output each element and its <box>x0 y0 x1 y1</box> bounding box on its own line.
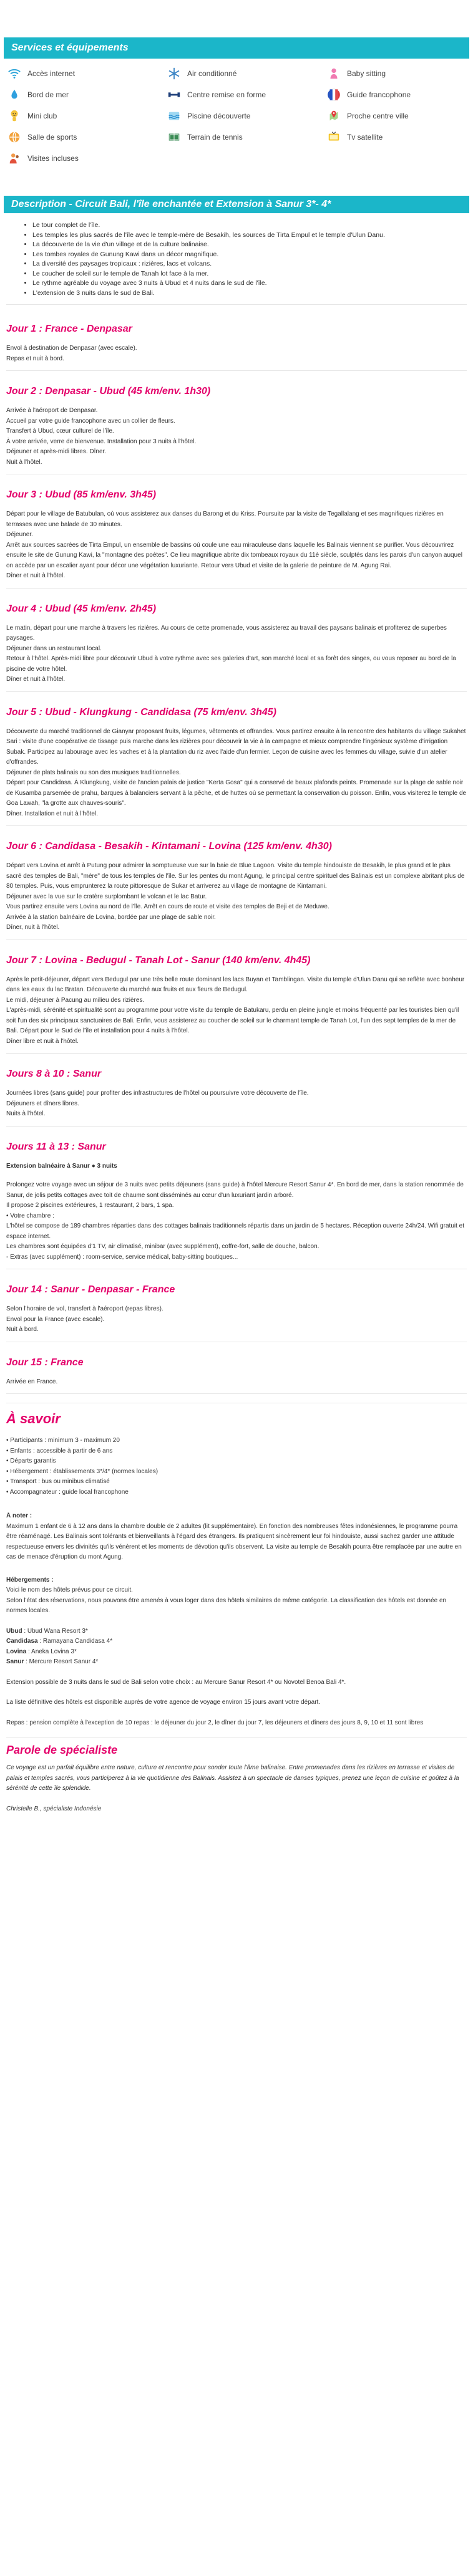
service-label: Terrain de tennis <box>187 133 243 142</box>
service-item <box>6 65 166 82</box>
service-item <box>6 128 166 146</box>
list-item: • Le rythme agréable du voyage avec 3 nuits à Ubud et 4 nuits dans le sud de l'île. <box>32 279 473 289</box>
description-header <box>4 196 469 213</box>
day-title: Jour 4 : Ubud (45 km/env. 2h45) <box>6 603 157 614</box>
child-icon <box>6 109 22 123</box>
visit-icon <box>6 151 22 165</box>
day-line: Prolongez votre voyage avec un séjour de 3 nuits avec petits déjeuners (sans guide) à l'hôtel Mercure Resort Sanur 4*. En bord de mer, dans la station renommée de Sanur, de jolis petits cottages avec toit de chaume sont disséminés au cœur d'un luxuriant jardin arboré. <box>6 1181 464 1199</box>
divider <box>6 1393 467 1394</box>
service-item <box>166 107 326 125</box>
day-line: Dîner et nuit à l'hôtel. <box>6 572 66 579</box>
day-line: Selon l'horaire de vol, transfert à l'aéroport (repas libres). <box>6 1305 163 1312</box>
day-line: Déjeuner avec la vue sur le cratère surplombant le volcan et le lac Batur. <box>6 893 207 900</box>
day-line: Arrivée à l'aéroport de Denpasar. <box>6 407 98 414</box>
day-line: Repas et nuit à bord. <box>6 355 64 362</box>
service-label: Mini club <box>27 112 57 120</box>
day-line: Déjeuners et dîners libres. <box>6 1100 79 1107</box>
day-body <box>0 1161 473 1263</box>
service-item <box>166 86 326 103</box>
gym-icon <box>6 130 22 144</box>
day-line: Il propose 2 piscines extérieures, 1 restaurant, 2 bars, 1 spa. <box>6 1202 174 1209</box>
day-line: Accueil par votre guide francophone avec un collier de fleurs. <box>6 417 175 425</box>
service-item <box>326 86 473 103</box>
service-item <box>6 107 166 125</box>
day-line: Le midi, déjeuner à Pacung au milieu des rizières. <box>6 996 145 1004</box>
day-line: Nuits à l'hôtel. <box>6 1110 46 1117</box>
flag-fr-icon <box>326 88 342 102</box>
pool-icon <box>166 109 182 123</box>
list-item: • Départs garantis <box>6 1458 56 1464</box>
hebergements-intro: Voici le nom des hôtels prévus pour ce circuit. Selon l'état des réservations, nous pouvons être amenés à vous loger dans des hôtels similaires de même catégorie. La classification des hôtels est donnée en normes locales. <box>6 1587 447 1614</box>
list-item: • La diversité des paysages tropicaux : rizières, lacs et volcans. <box>32 259 473 269</box>
snowflake-icon <box>166 67 182 80</box>
service-label: Air conditionné <box>187 69 237 78</box>
hotel-row: Lovina : Aneka Lovina 3* <box>6 1648 77 1655</box>
pin-icon <box>326 109 342 123</box>
service-label: Centre remise en forme <box>187 90 266 99</box>
day-line: L'hôtel se compose de 189 chambres réparties dans des cottages balinais traditionnels répartis dans un jardin de 5 hectares. Réception ouverte 24h/24. Wifi gratuit et espace internet. <box>6 1223 465 1240</box>
service-item <box>6 150 166 167</box>
day-line: Départ pour Candidasa. À Klungkung, visite de l'ancien palais de justice "Kerta Gosa" qui a conservé de beaux plafonds peints. Promenade sur la plage de sable noir de Kusamba parsemée de prahu, barques à balanciers servant à la pêche, et de huttes où se permettant la conservation du poisson. Enfin, vous visiterez le temple de Goa Lawah, "la grotte aux chauves-souris". <box>6 779 467 807</box>
a-noter-title: À noter : <box>6 1512 32 1519</box>
day-line: - Extras (avec supplément) : room-service, service médical, baby-sitting boutiques... <box>6 1253 238 1261</box>
day-title: Jours 11 à 13 : Sanur <box>6 1141 106 1152</box>
day-body <box>0 406 473 468</box>
day-line: Vous partirez ensuite vers Lovina au nord de l'île. Arrêt en cours de route et visite des temples de Beji et de Meduwe. <box>6 903 329 910</box>
services-header <box>4 37 469 59</box>
day-title: Jour 2 : Denpasar - Ubud (45 km/env. 1h30) <box>6 386 211 396</box>
day-line: Journées libres (sans guide) pour profiter des infrastructures de l'hôtel ou poursuivre votre découverte de l'île. <box>6 1090 309 1097</box>
day-line: Déjeuner. <box>6 531 33 538</box>
day-line: Départ vers Lovina et arrêt à Putung pour admirer la somptueuse vue sur la baie de Blue Lagoon. Visite du temple hindouiste de Besakih, le plus grand et le plus sacré des temples de Bali, "mère" de tous les temples de l'île. Sur les pentes du mont Agung, le principal centre spirituel des Balinais est un complexe abritant plus de 80 temples. Puis, vous emprunterez la route pittoresque de Sukar et arriverez au village de montagne de Kintamani. <box>6 862 465 890</box>
parole-text: Ce voyage est un parfait équilibre entre nature, culture et rencontre pour sonder toute l'âme balinaise. Entre promenades dans les rizières en terrasse et visites de palais et temples sacrés, vous participerez à la vie quotidienne des Balinais. Assistez à un spectacle de danses typiques, prenez une leçon de cuisine et goûtez à la sérénité de cette île splendide. <box>6 1764 459 1792</box>
day-line: Extension balnéaire à Sanur ● 3 nuits <box>6 1162 117 1170</box>
day-line: Dîner. Installation et nuit à l'hôtel. <box>6 810 98 817</box>
list-item: • Hébergement : établissements 3*/4* (normes locales) <box>6 1468 158 1475</box>
day-title: Jour 6 : Candidasa - Besakih - Kintamani - Lovina (125 km/env. 4h30) <box>6 841 332 852</box>
day-body <box>0 975 473 1047</box>
day-line: Dîner libre et nuit à l'hôtel. <box>6 1037 79 1045</box>
list-item: • Les temples les plus sacrés de l'île avec le temple-mère de Besakih, les sources de Tirta Empul et le temple d'Ulun Danu. <box>32 231 473 241</box>
day-body <box>0 509 473 582</box>
list-item: • L'extension de 3 nuits dans le sud de Bali. <box>32 289 473 299</box>
service-item <box>326 107 473 125</box>
day-line: Arrêt aux sources sacrées de Tirta Empul, un ensemble de bassins où coule une eau miraculeuse dans laquelle les Balinais viennent se purifier. Vous découvrirez ensuite le site de Gunung Kawi, la "montagne des poètes". Ce lieu magnifique abrite dix tombeaux royaux du 11è siècle, sculptés dans les parois d'un canyon auquel on accède par un escalier ayant pour décor une végétation luxuriante. Retour vers Ubud et visite de la galerie de peinture de M. Agung Rai. <box>6 541 462 569</box>
day-line: Découverte du marché traditionnel de Gianyar proposant fruits, légumes, vêtements et offrandes. Vous partirez ensuite à la rencontre des habitants du village Sukahet Sari : visite d'une coopérative de tissage puis marche dans les rizières pour découvrir la vie à la campagne et mieux comprendre l'ingénieux système d'irrigation Subak. Participez au labourage avec les vaches et à la plantation du riz avec l'aide d'un fermier. Leçon de cuisine avec les femmes du village, suivie d'un atelier d'offrandes. <box>6 728 466 766</box>
list-item: • Le tour complet de l'île. <box>32 221 473 231</box>
day-title: Jour 5 : Ubud - Klungkung - Candidasa (75 km/env. 3h45) <box>6 706 276 718</box>
day-body <box>0 623 473 685</box>
extension-text: Extension possible de 3 nuits dans le sud de Bali selon votre choix : au Mercure Sanur Resort 4* ou Novotel Benoa Bali 4*. <box>6 1678 346 1686</box>
service-label: Proche centre ville <box>347 112 409 120</box>
services-title: Services et équipements <box>11 42 129 53</box>
sea-icon <box>6 88 22 102</box>
list-item: • Les tombes royales de Gunung Kawi dans un décor magnifique. <box>32 250 473 260</box>
day-title: Jour 7 : Lovina - Bedugul - Tanah Lot - Sanur (140 km/env. 4h45) <box>6 954 311 966</box>
a-noter <box>0 1511 473 1563</box>
day-title: Jour 1 : France - Denpasar <box>6 324 132 334</box>
service-item <box>166 65 326 82</box>
day-line: Après le petit-déjeuner, départ vers Bedugul par une très belle route dominant les lacs Buyan et Tamblingan. Visite du temple d'Ulun Danu qui se reflète avec bonheur dans les eaux du lac Bratan. Découverte du marché aux fruits et aux fleurs de Bedugul. <box>6 976 465 993</box>
list-item: • Accompagnateur : guide local francophone <box>6 1488 129 1496</box>
a-savoir-bullets <box>0 1436 473 1497</box>
days-section <box>0 305 473 1394</box>
day-line: Nuit à l'hôtel. <box>6 458 42 466</box>
description-list <box>0 221 473 298</box>
day-line: Dîner, nuit à l'hôtel. <box>6 924 60 931</box>
day-title: Jour 14 : Sanur - Denpasar - France <box>6 1284 175 1295</box>
day-body <box>0 727 473 820</box>
day-line: Dîner et nuit à l'hôtel. <box>6 676 66 683</box>
day-line <box>6 1171 467 1180</box>
day-line: Déjeuner dans un restaurant local. <box>6 645 102 652</box>
a-savoir-title: À savoir <box>6 1411 61 1426</box>
day-title: Jour 15 : France <box>6 1357 84 1368</box>
day-line: Arrivée à la station balnéaire de Lovina, bordée par une plage de sable noir. <box>6 913 216 921</box>
tv-icon <box>326 130 342 144</box>
day-body <box>0 1377 473 1388</box>
list-item: • La découverte de la vie d'un village et de la culture balinaise. <box>32 240 473 250</box>
service-label: Tv satellite <box>347 133 383 142</box>
day-line: Nuit à bord. <box>6 1326 39 1333</box>
day-body <box>0 1089 473 1120</box>
day-line: Le matin, départ pour une marche à travers les rizières. Au cours de cette promenade, vous assisterez au travail des paysans balinais et profiterez de superbes paysages. <box>6 624 447 642</box>
hotel-row: Candidasa : Ramayana Candidasa 4* <box>6 1638 113 1645</box>
day-line: Transfert à Ubud, cœur culturel de l'île. <box>6 428 114 435</box>
service-item <box>326 65 473 82</box>
service-label: Piscine découverte <box>187 112 251 120</box>
service-item <box>326 128 473 146</box>
day-title: Jours 8 à 10 : Sanur <box>6 1069 102 1079</box>
day-body <box>0 861 473 933</box>
day-line: Déjeuner de plats balinais ou son des musiques traditionnelles. <box>6 769 181 776</box>
wifi-icon <box>6 67 22 80</box>
day-line: À votre arrivée, verre de bienvenue. Installation pour 3 nuits à l'hôtel. <box>6 438 197 445</box>
description-title: Description - Circuit Bali, l'île enchantée et Extension à Sanur 3*- 4* <box>11 199 331 209</box>
baby-icon <box>326 67 342 80</box>
list-item: • Le coucher de soleil sur le temple de Tanah lot face à la mer. <box>32 269 473 279</box>
parole-author: Christelle B., spécialiste Indonésie <box>6 1805 102 1812</box>
day-line: Arrivée en France. <box>6 1378 58 1385</box>
parole-block <box>0 1763 473 1814</box>
day-title: Jour 3 : Ubud (85 km/env. 3h45) <box>6 489 157 500</box>
hebergements <box>0 1575 473 1729</box>
hotel-row: Ubud : Ubud Wana Resort 3* <box>6 1627 88 1635</box>
service-label: Salle de sports <box>27 133 77 142</box>
day-line: • Votre chambre : <box>6 1212 54 1219</box>
service-label: Baby sitting <box>347 69 386 78</box>
day-line: Retour à l'hôtel. Après-midi libre pour découvrir Ubud à votre rythme avec ses galeries d'art, son marché local et sa forêt des singes, ou vous reposer au bord de la piscine de votre hôtel. <box>6 655 456 673</box>
day-body <box>0 1304 473 1335</box>
list-item: • Transport : bus ou minibus climatisé <box>6 1478 110 1485</box>
list-item: • Enfants : accessible à partir de 6 ans <box>6 1447 113 1454</box>
a-noter-text: Maximum 1 enfant de 6 à 12 ans dans la chambre double de 2 adultes (lit supplémentaire). En fonction des nombreuses fêtes indonésiennes, le programme pourra être réaménagé. Les Balinais sont tolérants et bienveillants à l'égard des étrangers. Ils pratiquent sincèrement leur foi hindouiste, aussi sachez garder une attitude respectueuse envers les divinités qu'ils vénèrent et les moments de dévotion qu'ils observent. La visite au temple de Besakih pourra être remplacée par une autre en cas de menace d'éruption du mont Agung. <box>6 1522 462 1560</box>
day-line: Déjeuner et après-midi libres. Dîner. <box>6 448 107 455</box>
day-line: L'après-midi, sérénité et spiritualité sont au programme pour votre visite du temple de Batukaru, perdu en pleine jungle et moins fréquenté par les touristes bien qu'il soit l'un des six principaux sanctuaires de Bali. Enfin, vous assisterez au coucher de soleil sur le charmant temple de Tanah Lot, l'un des sept temples de la mer de Bali. Départ pour le Sud de l'île et installation pour 4 nuits à l'hôtel. <box>6 1007 459 1034</box>
services-grid <box>0 59 473 167</box>
repas-text: Repas : pension complète à l'exception de 10 repas : le déjeuner du jour 2, le dîner du jour 7, les déjeuners et dîners des jours 8, 9, 10 et 11 sont libres <box>6 1719 424 1726</box>
day-body <box>0 344 473 364</box>
day-line: Les chambres sont équipées d'1 TV, air climatisé, minibar (avec supplément), coffre-fort, salle de douche, balcon. <box>6 1243 319 1250</box>
hotel-row: Sanur : Mercure Resort Sanur 4* <box>6 1658 99 1665</box>
service-item <box>166 128 326 146</box>
parole-title: Parole de spécialiste <box>6 1744 118 1756</box>
service-label: Visites incluses <box>27 154 79 163</box>
service-label: Accès internet <box>27 69 76 78</box>
service-item <box>6 86 166 103</box>
definitive-list-text: La liste définitive des hôtels est disponible auprès de votre agence de voyage environ 15 jours avant votre départ. <box>6 1699 321 1706</box>
day-line: Envol à destination de Denpasar (avec escale). <box>6 345 137 352</box>
service-label: Guide francophone <box>347 90 411 99</box>
service-label: Bord de mer <box>27 90 69 99</box>
day-line: Envol pour la France (avec escale). <box>6 1315 105 1323</box>
list-item: • Participants : minimum 3 - maximum 20 <box>6 1437 120 1444</box>
tennis-icon <box>166 130 182 144</box>
hebergements-title: Hébergements : <box>6 1576 54 1584</box>
day-line: Départ pour le village de Batubulan, où vous assisterez aux danses du Barong et du Kriss. Poursuite par la visite de Tegallalang et ses magnifiques rizières en terrasses avec une balade de 30 minutes. <box>6 511 444 528</box>
dumbbell-icon <box>166 88 182 102</box>
